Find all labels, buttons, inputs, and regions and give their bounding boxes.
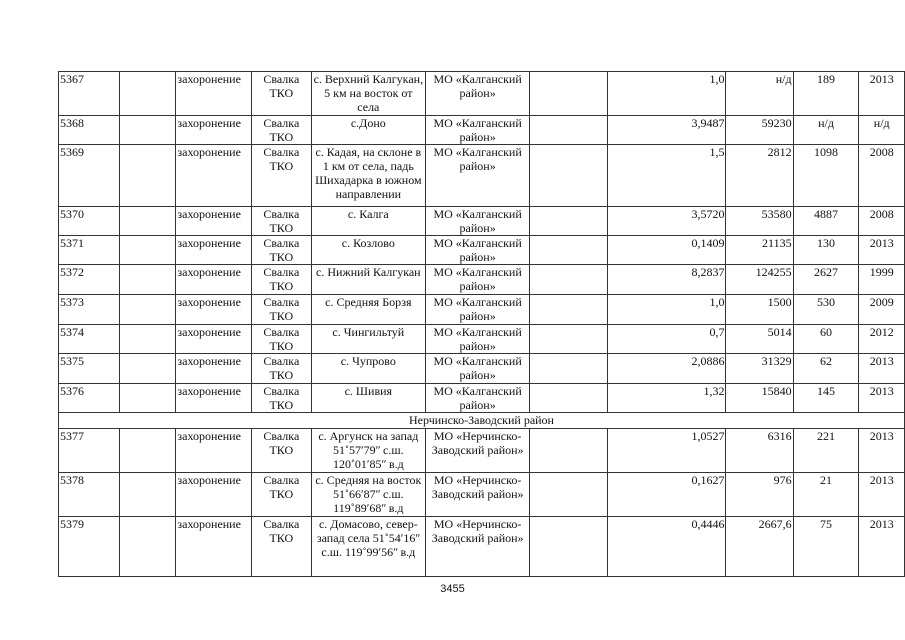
empty-cell xyxy=(530,325,608,354)
location-cell: с. Домасово, север-запад села 51˚54ʹ16ʺ с.ш. 119˚99ʹ56ʺ в.д xyxy=(311,517,426,577)
area-cell: 1,5 xyxy=(607,145,726,207)
year-cell: 2013 xyxy=(859,354,905,384)
empty-cell xyxy=(119,429,175,473)
site-type-cell: Свалка ТКО xyxy=(252,384,311,413)
section-title: Нерчинско-Заводский район xyxy=(59,413,905,429)
empty-cell xyxy=(119,517,175,577)
municipality-cell: МО «Калганский район» xyxy=(426,325,530,354)
site-number: 5377 xyxy=(59,429,120,473)
empty-cell xyxy=(530,384,608,413)
area-cell: 1,0527 xyxy=(607,429,726,473)
site-number: 5373 xyxy=(59,295,120,325)
table-row xyxy=(59,116,905,145)
activity-cell: захоронение xyxy=(176,145,252,207)
municipality-cell: МО «Калганский район» xyxy=(426,384,530,413)
year-cell: 2008 xyxy=(859,207,905,236)
table-row xyxy=(59,72,905,116)
site-number: 5379 xyxy=(59,517,120,577)
municipality-cell: МО «Калганский район» xyxy=(426,354,530,384)
area-cell: 3,9487 xyxy=(607,116,726,145)
site-type-cell: Свалка ТКО xyxy=(252,473,311,517)
area-cell: 0,1627 xyxy=(607,473,726,517)
activity-cell: захоронение xyxy=(176,325,252,354)
area-cell: 8,2837 xyxy=(607,265,726,295)
municipality-cell: МО «Калганский район» xyxy=(426,145,530,207)
year-cell: 2008 xyxy=(859,145,905,207)
empty-cell xyxy=(530,145,608,207)
area-cell: 0,1409 xyxy=(607,236,726,265)
empty-cell xyxy=(119,384,175,413)
location-cell: с. Средняя Борзя xyxy=(311,295,426,325)
site-number: 5372 xyxy=(59,265,120,295)
area-cell: 1,0 xyxy=(607,295,726,325)
site-type-cell: Свалка ТКО xyxy=(252,116,311,145)
empty-cell xyxy=(530,473,608,517)
empty-cell xyxy=(530,429,608,473)
location-cell: с. Козлово xyxy=(311,236,426,265)
empty-cell xyxy=(119,473,175,517)
population-cell: 75 xyxy=(793,517,859,577)
table-row xyxy=(59,145,905,207)
site-type-cell: Свалка ТКО xyxy=(252,429,311,473)
site-type-cell: Свалка ТКО xyxy=(252,295,311,325)
waste-sites-table xyxy=(58,71,905,577)
population-cell: 2627 xyxy=(793,265,859,295)
area-cell: 1,32 xyxy=(607,384,726,413)
section-row xyxy=(59,413,905,429)
municipality-cell: МО «Калганский район» xyxy=(426,207,530,236)
municipality-cell: МО «Нерчинско-Заводский район» xyxy=(426,517,530,577)
volume-cell: 6316 xyxy=(726,429,793,473)
site-type-cell: Свалка ТКО xyxy=(252,325,311,354)
empty-cell xyxy=(119,295,175,325)
location-cell: с. Калга xyxy=(311,207,426,236)
empty-cell xyxy=(119,145,175,207)
volume-cell: 124255 xyxy=(726,265,793,295)
volume-cell: н/д xyxy=(726,72,793,116)
municipality-cell: МО «Нерчинско-Заводский район» xyxy=(426,473,530,517)
site-number: 5367 xyxy=(59,72,120,116)
activity-cell: захоронение xyxy=(176,473,252,517)
empty-cell xyxy=(119,207,175,236)
activity-cell: захоронение xyxy=(176,429,252,473)
activity-cell: захоронение xyxy=(176,265,252,295)
area-cell: 0,7 xyxy=(607,325,726,354)
site-number: 5375 xyxy=(59,354,120,384)
area-cell: 3,5720 xyxy=(607,207,726,236)
location-cell: с. Верхний Калгукан, 5 км на восток от села xyxy=(311,72,426,116)
table-row xyxy=(59,265,905,295)
area-cell: 2,0886 xyxy=(607,354,726,384)
location-cell: с. Средняя на восток 51˚66ʹ87ʺ с.ш. 119˚89ʹ68ʺ в.д xyxy=(311,473,426,517)
volume-cell: 5014 xyxy=(726,325,793,354)
empty-cell xyxy=(530,207,608,236)
location-cell: с. Нижний Калгукан xyxy=(311,265,426,295)
volume-cell: 31329 xyxy=(726,354,793,384)
empty-cell xyxy=(530,116,608,145)
empty-cell xyxy=(530,295,608,325)
site-type-cell: Свалка ТКО xyxy=(252,517,311,577)
empty-cell xyxy=(119,265,175,295)
site-number: 5376 xyxy=(59,384,120,413)
page-number: 3455 xyxy=(440,583,465,595)
population-cell: 60 xyxy=(793,325,859,354)
activity-cell: захоронение xyxy=(176,72,252,116)
location-cell: с. Чингильтуй xyxy=(311,325,426,354)
site-type-cell: Свалка ТКО xyxy=(252,145,311,207)
site-number: 5370 xyxy=(59,207,120,236)
year-cell: 2013 xyxy=(859,517,905,577)
table-row xyxy=(59,295,905,325)
municipality-cell: МО «Нерчинско-Заводский район» xyxy=(426,429,530,473)
empty-cell xyxy=(119,325,175,354)
site-type-cell: Свалка ТКО xyxy=(252,207,311,236)
site-type-cell: Свалка ТКО xyxy=(252,354,311,384)
activity-cell: захоронение xyxy=(176,116,252,145)
table-row xyxy=(59,517,905,577)
year-cell: 2013 xyxy=(859,384,905,413)
site-number: 5374 xyxy=(59,325,120,354)
site-number: 5378 xyxy=(59,473,120,517)
location-cell: с. Аргунск на запад 51˚57ʹ79ʺ с.ш. 120˚01ʹ85ʺ в.д xyxy=(311,429,426,473)
population-cell: 130 xyxy=(793,236,859,265)
empty-cell xyxy=(119,354,175,384)
empty-cell xyxy=(530,236,608,265)
empty-cell xyxy=(119,72,175,116)
municipality-cell: МО «Калганский район» xyxy=(426,116,530,145)
table-row xyxy=(59,325,905,354)
empty-cell xyxy=(530,354,608,384)
volume-cell: 976 xyxy=(726,473,793,517)
location-cell: с. Кадая, на склоне в 1 км от села, падь Шихадарка в южном направлении xyxy=(311,145,426,207)
location-cell: с.Доно xyxy=(311,116,426,145)
activity-cell: захоронение xyxy=(176,384,252,413)
location-cell: с. Шивия xyxy=(311,384,426,413)
activity-cell: захоронение xyxy=(176,517,252,577)
activity-cell: захоронение xyxy=(176,354,252,384)
year-cell: 2013 xyxy=(859,236,905,265)
site-number: 5369 xyxy=(59,145,120,207)
volume-cell: 21135 xyxy=(726,236,793,265)
empty-cell xyxy=(119,116,175,145)
year-cell: 2013 xyxy=(859,72,905,116)
population-cell: 221 xyxy=(793,429,859,473)
population-cell: 1098 xyxy=(793,145,859,207)
table-row xyxy=(59,429,905,473)
location-cell: с. Чупрово xyxy=(311,354,426,384)
year-cell: 2009 xyxy=(859,295,905,325)
empty-cell xyxy=(530,72,608,116)
site-type-cell: Свалка ТКО xyxy=(252,72,311,116)
site-number: 5371 xyxy=(59,236,120,265)
population-cell: 189 xyxy=(793,72,859,116)
table-row xyxy=(59,384,905,413)
table-row xyxy=(59,207,905,236)
year-cell: 2012 xyxy=(859,325,905,354)
population-cell: 21 xyxy=(793,473,859,517)
population-cell: 4887 xyxy=(793,207,859,236)
year-cell: 1999 xyxy=(859,265,905,295)
area-cell: 1,0 xyxy=(607,72,726,116)
table-row xyxy=(59,354,905,384)
empty-cell xyxy=(530,517,608,577)
activity-cell: захоронение xyxy=(176,207,252,236)
volume-cell: 2812 xyxy=(726,145,793,207)
site-type-cell: Свалка ТКО xyxy=(252,265,311,295)
municipality-cell: МО «Калганский район» xyxy=(426,236,530,265)
year-cell: 2013 xyxy=(859,473,905,517)
population-cell: н/д xyxy=(793,116,859,145)
empty-cell xyxy=(119,236,175,265)
municipality-cell: МО «Калганский район» xyxy=(426,295,530,325)
activity-cell: захоронение xyxy=(176,295,252,325)
table-row xyxy=(59,473,905,517)
volume-cell: 1500 xyxy=(726,295,793,325)
empty-cell xyxy=(530,265,608,295)
year-cell: н/д xyxy=(859,116,905,145)
activity-cell: захоронение xyxy=(176,236,252,265)
table-row xyxy=(59,236,905,265)
year-cell: 2013 xyxy=(859,429,905,473)
site-number: 5368 xyxy=(59,116,120,145)
volume-cell: 53580 xyxy=(726,207,793,236)
volume-cell: 2667,6 xyxy=(726,517,793,577)
municipality-cell: МО «Калганский район» xyxy=(426,72,530,116)
volume-cell: 59230 xyxy=(726,116,793,145)
municipality-cell: МО «Калганский район» xyxy=(426,265,530,295)
area-cell: 0,4446 xyxy=(607,517,726,577)
site-type-cell: Свалка ТКО xyxy=(252,236,311,265)
population-cell: 62 xyxy=(793,354,859,384)
volume-cell: 15840 xyxy=(726,384,793,413)
population-cell: 145 xyxy=(793,384,859,413)
population-cell: 530 xyxy=(793,295,859,325)
